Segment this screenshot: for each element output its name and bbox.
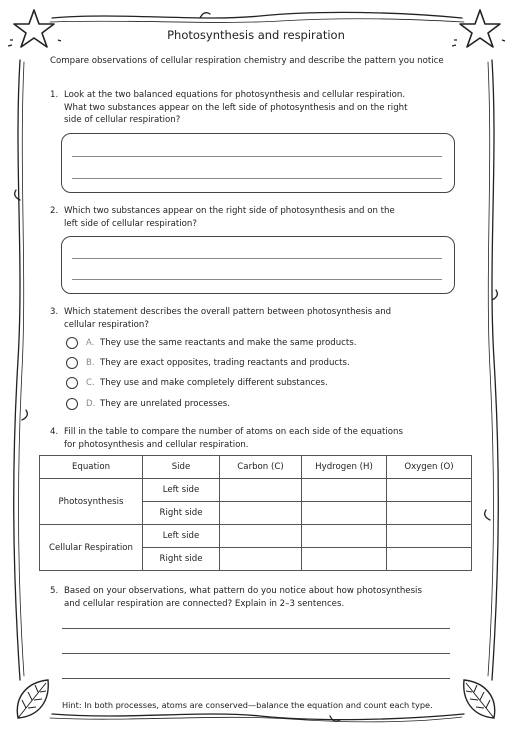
radio-circle[interactable] bbox=[66, 357, 78, 369]
radio-circle[interactable] bbox=[66, 377, 78, 389]
question-line: Look at the two balanced equations for photosynthesis and cellular respiration. bbox=[64, 90, 406, 100]
question-number: 4. bbox=[50, 427, 59, 437]
question-text bbox=[64, 585, 422, 610]
equation-cell: Cellular Respiration bbox=[40, 525, 143, 571]
question-line: for photosynthesis and cellular respiration. bbox=[64, 439, 249, 450]
side-cell: Left side bbox=[143, 525, 220, 548]
radio-circle[interactable] bbox=[66, 398, 78, 410]
answer-line[interactable] bbox=[72, 156, 442, 157]
atom-count-table bbox=[39, 455, 472, 571]
header-side: Side bbox=[143, 456, 220, 479]
question-text bbox=[64, 306, 391, 331]
question-line: cellular respiration? bbox=[64, 319, 149, 330]
option-text: They use and make completely different substances. bbox=[100, 378, 328, 388]
question-text bbox=[64, 426, 403, 451]
oxygen-input-cell[interactable] bbox=[387, 525, 472, 548]
carbon-input-cell[interactable] bbox=[220, 525, 302, 548]
intro-text: Compare observations of cellular respiration chemistry and describe the pattern you notice bbox=[50, 56, 444, 66]
table-row bbox=[40, 479, 472, 502]
carbon-input-cell[interactable] bbox=[220, 548, 302, 571]
option-letter: D. bbox=[86, 399, 96, 409]
option-letter: B. bbox=[86, 358, 95, 368]
equation-cell: Photosynthesis bbox=[40, 479, 143, 525]
hydrogen-input-cell[interactable] bbox=[302, 548, 387, 571]
option-letter: A. bbox=[86, 338, 95, 348]
option-text: They are unrelated processes. bbox=[100, 399, 230, 409]
option-letter: C. bbox=[86, 378, 95, 388]
side-cell: Left side bbox=[143, 479, 220, 502]
hint-text: Hint: In both processes, atoms are conserved—balance the equation and count each type. bbox=[62, 700, 433, 710]
oxygen-input-cell[interactable] bbox=[387, 548, 472, 571]
question-line: left side of cellular respiration? bbox=[64, 218, 197, 229]
option-text: They are exact opposites, trading reactants and products. bbox=[100, 358, 350, 368]
answer-box-2[interactable] bbox=[61, 236, 455, 294]
carbon-input-cell[interactable] bbox=[220, 479, 302, 502]
hydrogen-input-cell[interactable] bbox=[302, 525, 387, 548]
header-equation: Equation bbox=[40, 456, 143, 479]
question-line: Which statement describes the overall pattern between photosynthesis and bbox=[64, 307, 392, 317]
side-cell: Right side bbox=[143, 502, 220, 525]
question-text bbox=[64, 89, 407, 127]
radio-circle[interactable] bbox=[66, 337, 78, 349]
answer-line[interactable] bbox=[72, 279, 442, 280]
answer-box-1[interactable] bbox=[61, 133, 455, 193]
leaf-icon bbox=[464, 680, 495, 718]
question-text bbox=[64, 205, 395, 230]
table-row bbox=[40, 525, 472, 548]
question-line: Based on your observations, what pattern do you notice about how photosynthesis bbox=[64, 586, 422, 596]
question-number: 3. bbox=[50, 307, 59, 317]
answer-line[interactable] bbox=[72, 258, 442, 259]
answer-line[interactable] bbox=[62, 628, 450, 629]
page-title: Photosynthesis and respiration bbox=[167, 28, 345, 42]
question-number: 2. bbox=[50, 206, 59, 216]
answer-line[interactable] bbox=[62, 653, 450, 654]
question-line: and cellular respiration are connected? Explain in 2–3 sentences. bbox=[64, 598, 345, 609]
leaf-icon bbox=[17, 680, 48, 718]
answer-line[interactable] bbox=[62, 678, 450, 679]
question-line: Fill in the table to compare the number of atoms on each side of the equations bbox=[64, 427, 403, 437]
question-number: 5. bbox=[50, 586, 59, 596]
question-number: 1. bbox=[50, 90, 59, 100]
question-line: side of cellular respiration? bbox=[64, 115, 181, 125]
option-text: They use the same reactants and make the same products. bbox=[100, 338, 357, 348]
hydrogen-input-cell[interactable] bbox=[302, 502, 387, 525]
header-carbon: Carbon (C) bbox=[220, 456, 302, 479]
hydrogen-input-cell[interactable] bbox=[302, 479, 387, 502]
carbon-input-cell[interactable] bbox=[220, 502, 302, 525]
oxygen-input-cell[interactable] bbox=[387, 502, 472, 525]
question-line: What two substances appear on the left side of photosynthesis and on the right bbox=[64, 102, 408, 113]
header-oxygen: Oxygen (O) bbox=[387, 456, 472, 479]
table-header-row bbox=[40, 456, 472, 479]
oxygen-input-cell[interactable] bbox=[387, 479, 472, 502]
question-line: Which two substances appear on the right side of photosynthesis and on the bbox=[64, 206, 395, 216]
answer-line[interactable] bbox=[72, 178, 442, 179]
header-hydrogen: Hydrogen (H) bbox=[302, 456, 387, 479]
side-cell: Right side bbox=[143, 548, 220, 571]
